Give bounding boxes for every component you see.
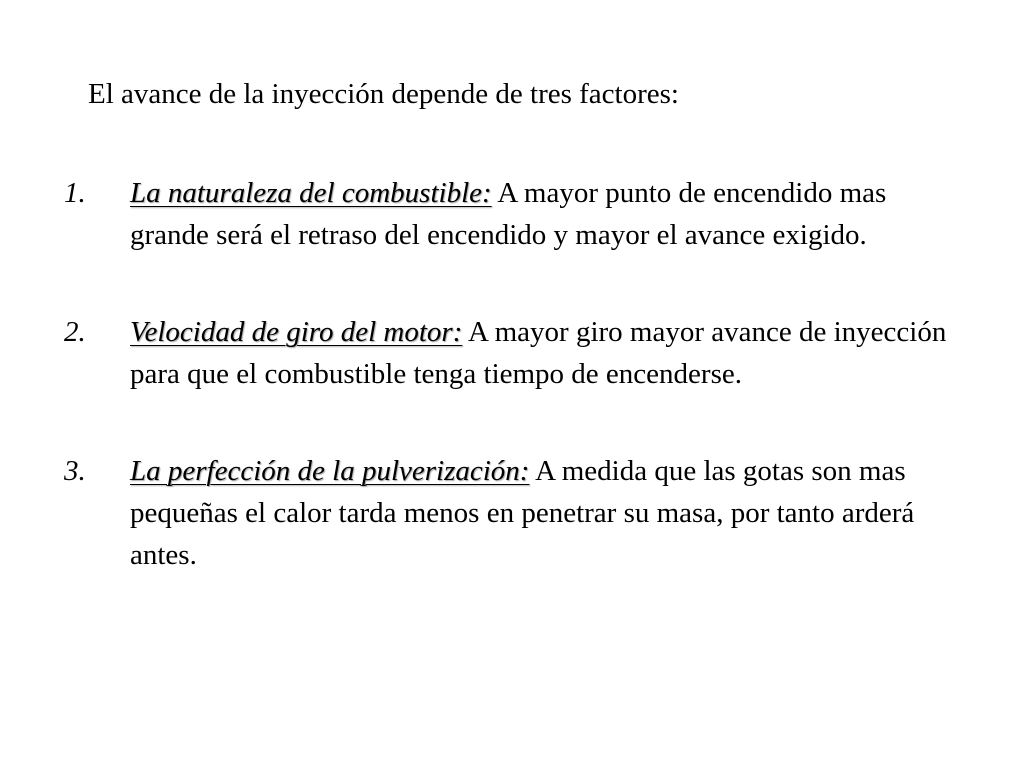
list-item-title: La naturaleza del combustible: xyxy=(130,177,492,209)
list-item-text: A medida que las gotas son mas pequeñas el calor tarda menos en penetrar su masa, por tanto arderá antes. xyxy=(130,455,915,571)
list-item-text: A mayor punto de encendido mas grande será el retraso del encendido y mayor el avance exigido. xyxy=(130,177,887,251)
list-item xyxy=(0,450,956,576)
intro-text: El avance de la inyección depende de tres factores: xyxy=(88,78,679,110)
factor-list xyxy=(0,172,1024,631)
list-item-number: 1. xyxy=(64,177,86,209)
list-item-number: 3. xyxy=(64,455,86,487)
list-item-number: 2. xyxy=(64,316,86,348)
list-item-text: A mayor giro mayor avance de inyección para que el combustible tenga tiempo de encenderse. xyxy=(130,316,947,390)
list-item xyxy=(0,311,956,395)
list-item xyxy=(0,172,956,256)
list-item-title: Velocidad de giro del motor: xyxy=(130,316,463,348)
list-item-title: La perfección de la pulverización: xyxy=(130,455,530,487)
